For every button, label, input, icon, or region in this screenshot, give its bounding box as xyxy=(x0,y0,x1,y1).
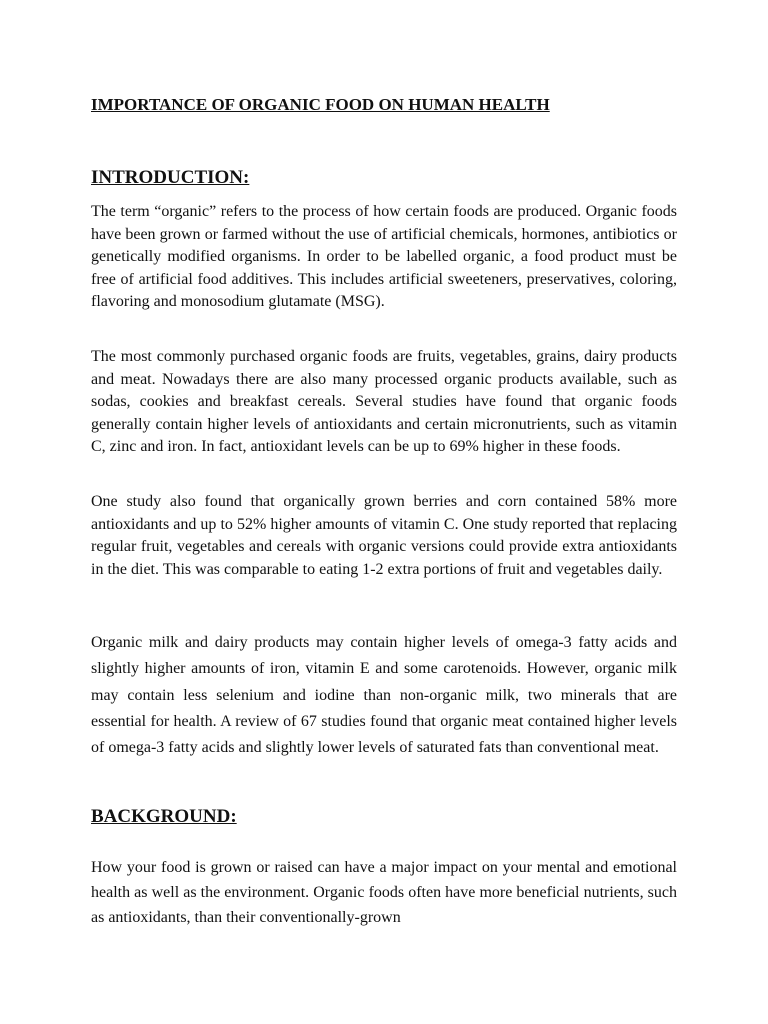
section-heading-introduction: INTRODUCTION: xyxy=(91,167,250,188)
section-heading-background: BACKGROUND: xyxy=(91,806,237,827)
intro-paragraph-4: Organic milk and dairy products may contain higher levels of omega-3 fatty acids and slightly higher amounts of iron, vitamin E and some carotenoids. However, organic milk may contain less selenium and iodine than non-organic milk, two minerals that are essential for health. A review of 67 studies found that organic meat contained higher levels of omega-3 fatty acids and slightly lower levels of saturated fats than conventional meat. xyxy=(91,634,677,757)
intro-paragraph-2: The most commonly purchased organic foods are fruits, vegetables, grains, dairy products and meat. Nowadays there are also many processed organic products available, such as sodas, cookies and breakfast cereals. Several studies have found that organic foods generally contain higher levels of antioxidants and certain micronutrients, such as vitamin C, zinc and iron. In fact, antioxidant levels can be up to 69% higher in these foods. xyxy=(91,348,677,456)
intro-paragraph-3: One study also found that organically grown berries and corn contained 58% more antioxidants and up to 52% higher amounts of vitamin C. One study reported that replacing regular fruit, vegetables and cereals with organic versions could provide extra antioxidants in the diet. This was comparable to eating 1-2 extra portions of fruit and vegetables daily. xyxy=(91,493,677,578)
intro-paragraph-1: The term “organic” refers to the process of how certain foods are produced. Organic foods have been grown or farmed without the use of artificial chemicals, hormones, antibiotics or genetically modified organisms. In order to be labelled organic, a food product must be free of artificial food additives. This includes artificial sweeteners, preservatives, coloring, flavoring and monosodium glutamate (MSG). xyxy=(91,203,677,311)
background-paragraph-1: How your food is grown or raised can have a major impact on your mental and emotional health as well as the environment. Organic foods often have more beneficial nutrients, such as antioxidants, than their conventionally-grown xyxy=(91,859,677,926)
document-title: IMPORTANCE OF ORGANIC FOOD ON HUMAN HEALTH xyxy=(91,95,550,114)
